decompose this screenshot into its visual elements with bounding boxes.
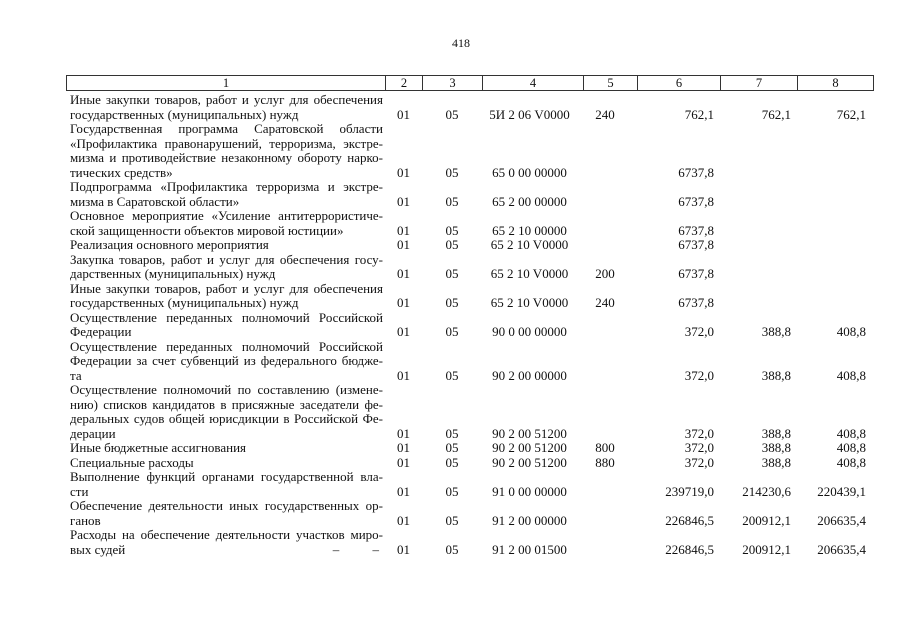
description-line [70,267,383,282]
row-description [66,528,385,557]
cell-col-2: 01 [397,512,410,528]
cell-col-3: 05 [445,193,459,209]
row-description [66,311,385,340]
description-line [70,340,383,355]
cell-col-6: 762,1 [684,106,714,122]
table-row [66,311,872,340]
cell-col-4: 65 2 00 00000 [492,193,567,209]
cell-col-8: 206635,4 [817,512,866,528]
description-line [70,108,383,123]
column-header-6: 6 [638,76,721,90]
cell-col-8: 408,8 [836,367,866,383]
description-line [70,282,383,297]
cell-col-5: 880 [595,454,615,470]
cell-col-6: 6737,8 [678,193,714,209]
cell-col-8 [797,267,872,282]
cell-col-2: 01 [397,425,410,441]
row-description [66,209,385,238]
row-description [66,180,385,209]
description-line [70,195,383,210]
cell-col-6: 226846,5 [665,512,714,528]
cell-col-5 [583,514,637,529]
row-description [66,456,385,471]
cell-col-7: 388,8 [761,367,791,383]
column-header-4: 4 [483,76,584,90]
cell-col-6: 372,0 [684,440,714,455]
description-line [70,180,383,195]
cell-col-2: 01 [397,541,410,557]
column-header-1: 1 [67,76,386,90]
cell-col-3: 05 [445,222,459,238]
description-line [70,209,383,224]
cell-col-3: 05 [445,483,459,499]
cell-col-6: 372,0 [684,454,714,470]
description-text: деральных судов общей юрисдикции в Российской Фе- [70,412,383,426]
cell-col-5: 240 [595,106,615,122]
cell-col-6: 6737,8 [678,164,714,180]
cell-col-5 [583,485,637,500]
description-text: государственных (муниципальных) нужд [70,296,299,310]
cell-col-6: 239719,0 [665,483,714,499]
cell-col-3: 05 [445,440,459,455]
cell-col-5 [583,224,637,239]
description-text: дерации [70,426,116,441]
cell-col-5: 240 [595,295,615,310]
cell-col-3: 05 [445,512,459,528]
cell-col-3: 05 [445,425,459,441]
description-text: тических средств» [70,165,173,180]
cell-col-8: 762,1 [836,106,866,122]
cell-col-3: 05 [445,324,459,339]
column-header-8: 8 [832,76,839,90]
description-text: вых судей [70,542,126,557]
cell-col-3: 05 [445,454,459,470]
description-text: та [70,368,82,383]
description-text: сти [70,484,89,499]
description-line [70,151,383,166]
cell-col-4: 65 2 10 V0000 [490,266,569,281]
row-description [66,253,385,282]
description-line [70,456,383,471]
table-row [66,383,872,441]
cell-col-2: 01 [397,295,410,310]
table-row [66,253,872,282]
description-line [70,224,383,239]
cell-col-8 [797,224,872,239]
description-text: Федерации за счет субвенций из федерального бюдже- [70,354,383,368]
cell-col-7: 200912,1 [742,541,791,557]
cell-col-7: 200912,1 [742,512,791,528]
cell-col-6: 372,0 [684,425,714,441]
cell-col-2: 01 [397,266,410,281]
cell-col-5 [583,166,637,181]
cell-col-4: 90 2 00 51200 [492,440,567,455]
description-line [70,137,383,152]
table-row [66,441,872,456]
row-description [66,441,385,456]
cell-col-2: 01 [397,483,410,499]
description-text: «Профилактика правонарушений, терроризма, экстре- [70,136,383,151]
description-text: Закупка товаров, работ и услуг для обеспечения госу- [70,252,383,267]
cell-col-3: 05 [445,541,459,557]
cell-col-5 [583,325,637,340]
row-description [66,470,385,499]
cell-col-3: 05 [445,237,459,252]
cell-col-7: 762,1 [761,106,791,122]
description-line [70,412,383,427]
row-description [66,282,385,311]
budget-table [66,93,872,557]
description-text: Подпрограмма «Профилактика терроризма и экстре- [70,180,383,194]
cell-col-8 [797,296,872,311]
column-header-2: 2 [386,76,423,90]
row-description [66,238,385,253]
cell-col-7: 388,8 [761,454,791,470]
description-text: Основное мероприятие «Усиление антитеррористиче- [70,209,383,223]
description-text: мизма в Саратовской области» [70,194,240,209]
cell-col-4: 65 0 00 00000 [492,164,567,180]
cell-col-6: 372,0 [684,367,714,383]
cell-col-5 [583,427,637,442]
cell-col-8: 408,8 [836,440,866,455]
table-row [66,528,872,557]
cell-col-5: 200 [595,266,615,281]
cell-col-6: 6737,8 [678,295,714,310]
cell-col-7 [720,224,797,239]
description-line [70,543,383,558]
description-text: государственных (муниципальных) нужд [70,107,299,122]
row-description [66,122,385,180]
cell-col-4: 65 2 10 V0000 [490,295,569,310]
column-header-7: 7 [721,76,798,90]
table-row [66,499,872,528]
description-line [70,470,383,485]
description-line [70,122,383,137]
description-line [70,325,383,340]
description-line [70,485,383,500]
row-description [66,93,385,122]
cell-col-6: 372,0 [684,324,714,339]
description-line [70,514,383,529]
table-header [66,75,874,91]
cell-col-7: 388,8 [761,425,791,441]
description-text: ской защищенности объектов мировой юстиции» [70,223,344,238]
row-description [66,499,385,528]
description-text: Осуществление полномочий по составлению (измене- [70,383,383,397]
cell-col-7: 388,8 [761,324,791,339]
cell-col-2: 01 [397,222,410,238]
description-line [70,253,383,268]
cell-col-2: 01 [397,237,410,252]
cell-col-8: 408,8 [836,324,866,339]
cell-col-6: 6737,8 [678,266,714,281]
description-line [70,369,383,384]
table-row [66,238,872,253]
cell-col-7 [720,296,797,311]
cell-col-4: 65 2 10 00000 [492,222,567,238]
cell-col-8 [797,195,872,210]
cell-col-7 [720,166,797,181]
cell-col-5 [583,238,637,253]
cell-col-4: 65 2 10 V0000 [490,237,569,252]
cell-col-4: 91 2 00 00000 [492,512,567,528]
cell-col-8 [797,238,872,253]
description-line [70,383,383,398]
description-line [70,427,383,442]
cell-col-3: 05 [445,106,459,122]
cell-col-6: 226846,5 [665,541,714,557]
description-line [70,398,383,413]
cell-col-5 [583,543,637,558]
cell-col-4: 91 0 00 00000 [492,483,567,499]
cell-col-4: 90 2 00 51200 [492,454,567,470]
cell-col-8: 220439,1 [817,483,866,499]
dash-marks: – – [332,542,379,557]
cell-col-8: 206635,4 [817,541,866,557]
description-text: Расходы на обеспечение деятельности участков миро- [70,528,383,542]
description-text: Выполнение функций органами государственной вла- [70,470,383,484]
cell-col-7 [720,267,797,282]
description-text: Обеспечение деятельности иных государственных ор- [70,499,383,513]
cell-col-5 [583,369,637,384]
description-text: Государственная программа Саратовской области [70,122,383,136]
cell-col-4: 91 2 00 01500 [492,541,567,557]
description-line [70,166,383,181]
row-description [66,340,385,384]
cell-col-2: 01 [397,324,410,339]
table-row [66,340,872,384]
description-text: Специальные расходы [70,455,194,470]
description-line [70,296,383,311]
description-text: мизма и противодействие незаконному обороту нарко- [70,151,383,165]
table-row [66,209,872,238]
description-text: Иные закупки товаров, работ и услуг для обеспечения [70,93,383,107]
cell-col-4: 90 2 00 51200 [492,425,567,441]
cell-col-5 [583,195,637,210]
description-line [70,93,383,108]
cell-col-5: 800 [595,440,615,455]
description-text: Осуществление переданных полномочий Российской [70,310,383,325]
cell-col-7: 214230,6 [742,483,791,499]
cell-col-6: 6737,8 [678,237,714,252]
cell-col-3: 05 [445,367,459,383]
description-text: Реализация основного мероприятия [70,238,269,252]
row-description [66,383,385,441]
description-text: Осуществление переданных полномочий Российской [70,339,383,354]
cell-col-4: 5И 2 06 V0000 [489,106,570,122]
table-row [66,470,872,499]
cell-col-3: 05 [445,164,459,180]
description-text: нию) списков кандидатов в присяжные заседатели фе- [70,397,383,412]
description-text: ганов [70,513,101,528]
cell-col-3: 05 [445,266,459,281]
cell-col-2: 01 [397,193,410,209]
cell-col-4: 90 0 00 00000 [492,324,567,339]
cell-col-8 [797,166,872,181]
cell-col-8: 408,8 [836,454,866,470]
table-row [66,456,872,471]
cell-col-2: 01 [397,367,410,383]
cell-col-2: 01 [397,454,410,470]
cell-col-7 [720,195,797,210]
description-line [70,441,383,456]
cell-col-2: 01 [397,164,410,180]
description-text: Иные закупки товаров, работ и услуг для обеспечения [70,281,383,296]
description-line [70,311,383,326]
description-line [70,499,383,514]
table-row [66,282,872,311]
description-text: Федерации [70,325,132,339]
cell-col-7 [720,238,797,253]
cell-col-2: 01 [397,440,410,455]
cell-col-3: 05 [445,295,459,310]
cell-col-4: 90 2 00 00000 [492,367,567,383]
cell-col-7: 388,8 [761,440,791,455]
description-line [70,238,383,253]
page-number: 418 [452,36,470,50]
column-header-3: 3 [423,76,483,90]
table-row [66,122,872,180]
cell-col-6: 6737,8 [678,222,714,238]
description-line [70,528,383,543]
table-row [66,180,872,209]
cell-col-8: 408,8 [836,425,866,441]
table-row [66,93,872,122]
description-line [70,354,383,369]
description-text: дарственных (муниципальных) нужд [70,267,276,281]
column-header-5: 5 [584,76,638,90]
description-text: Иные бюджетные ассигнования [70,441,247,455]
cell-col-2: 01 [397,106,410,122]
